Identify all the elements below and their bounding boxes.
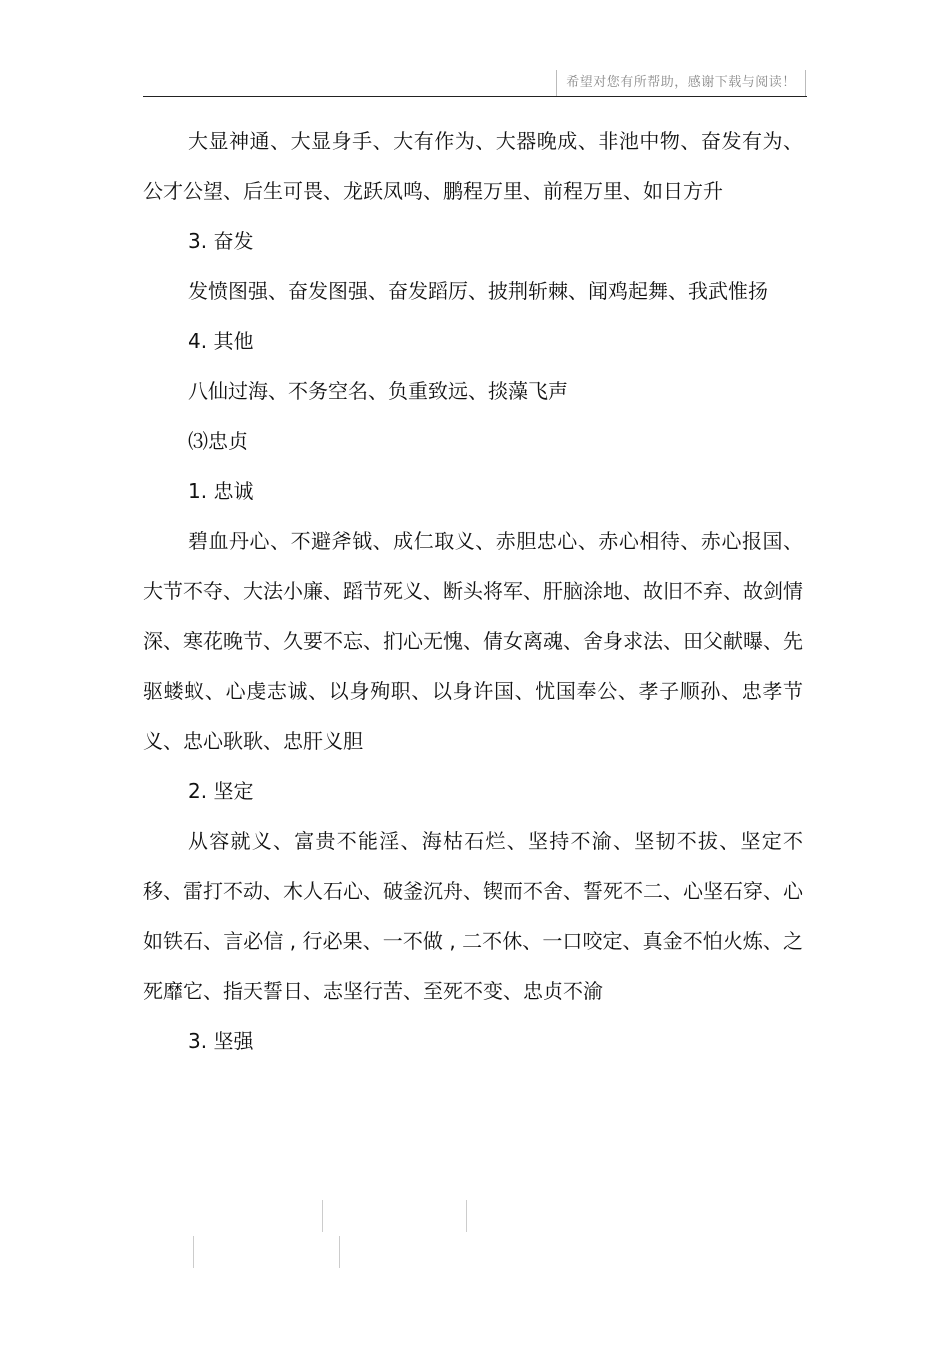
paragraph-idioms-fenfa: 发愤图强、奋发图强、奋发蹈厉、披荆斩棘、闻鸡起舞、我武惟扬 (188, 279, 768, 303)
header-divider (143, 96, 807, 97)
section-heading-zhongcheng: 1. 忠诚 (188, 479, 254, 503)
section-heading-zhongzhen: ⑶忠贞 (188, 429, 248, 453)
paragraph-idioms-jianding: 从容就义、富贵不能淫、海枯石烂、坚持不渝、坚韧不拔、坚定不移、雷打不动、木人石心、破釜沉舟、锲而不舍、誓死不二、心坚石穿、心如铁石、言必信 , 行必果、一不做 , 二不休、一口咬定、真金不怕火炼、之死靡它、指天誓日、志坚行苦、至死不变、忠贞不渝 (143, 829, 803, 1003)
section-heading-qita: 4. 其他 (188, 329, 254, 353)
paragraph-idioms-talent: 大显神通、大显身手、大有作为、大器晚成、非池中物、奋发有为、公才公望、后生可畏、龙跃凤鸣、鹏程万里、前程万里、如日方升 (143, 129, 803, 203)
header-note: 希望对您有所帮助，感谢下载与阅读！ (556, 70, 806, 96)
section-heading-jianqiang: 3. 坚强 (188, 1029, 254, 1053)
paragraph-idioms-qita: 八仙过海、不务空名、负重致远、掞藻飞声 (188, 379, 568, 403)
document-body (143, 116, 803, 1066)
section-heading-fenfa: 3. 奋发 (188, 229, 254, 253)
paragraph-idioms-zhongcheng: 碧血丹心、不避斧钺、成仁取义、赤胆忠心、赤心相待、赤心报国、大节不夺、大法小廉、蹈节死义、断头将军、肝脑涂地、故旧不弃、故剑情深、寒花晚节、久要不忘、扪心无愧、倩女离魂、舍身求法、田父献曝、先驱蝼蚁、心虔志诚、以身殉职、以身许国、忧国奉公、孝子顺孙、忠孝节义、忠心耿耿、忠肝义胆 (143, 529, 803, 753)
scan-mark (322, 1200, 323, 1232)
scan-mark (339, 1236, 340, 1268)
scan-mark (466, 1200, 467, 1232)
scan-mark (193, 1236, 194, 1268)
section-heading-jianding: 2. 坚定 (188, 779, 254, 803)
